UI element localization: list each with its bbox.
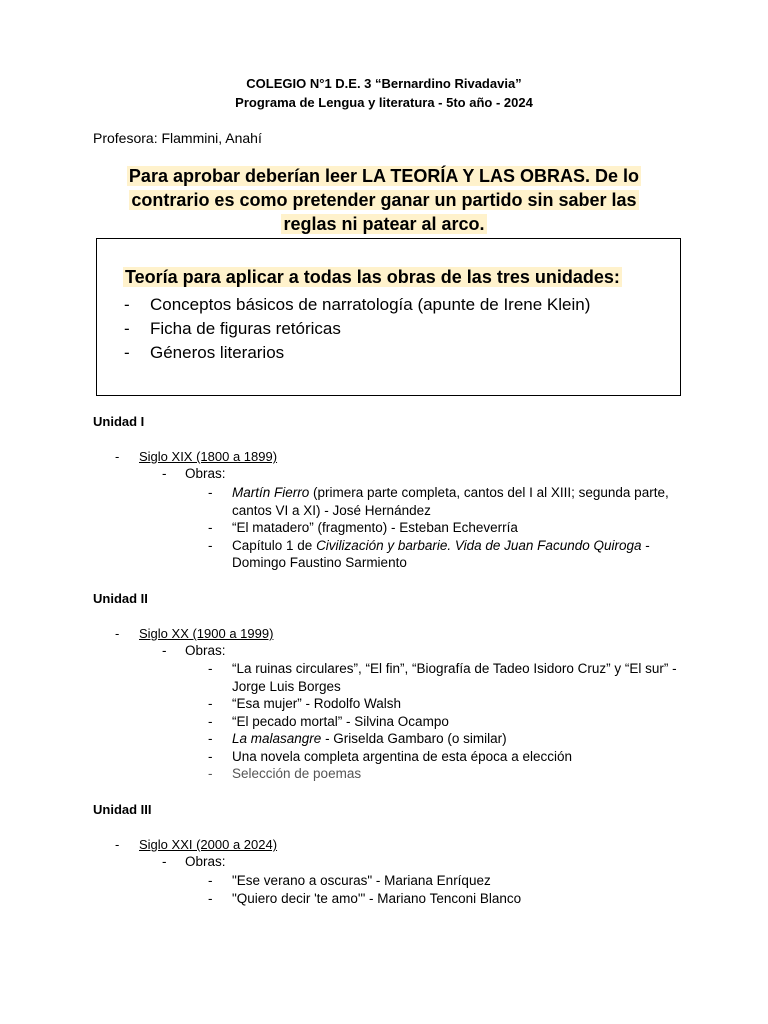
theory-title: [123, 267, 622, 288]
works-item: [162, 854, 226, 869]
work-text: “El pecado mortal” - Silvina Ocampo: [232, 713, 449, 729]
bullet-dash: -: [115, 837, 120, 852]
work-text: Selección de poemas: [232, 766, 362, 781]
period-label: Siglo XXI (2000 a 2024): [139, 837, 278, 852]
bullet-dash: -: [208, 520, 213, 535]
works-label: Obras:: [185, 854, 226, 869]
unit-title: Unidad III: [93, 802, 152, 817]
works-list: [208, 872, 678, 907]
work-title: Martín Fierro: [232, 485, 310, 500]
theory-item: [124, 341, 590, 365]
bullet-dash: -: [124, 319, 130, 338]
period-label: Siglo XIX (1800 a 1899): [139, 449, 278, 464]
work-item: [208, 660, 678, 695]
reading-notice: [100, 164, 668, 236]
work-item: [208, 695, 678, 713]
theory-item: [124, 293, 590, 317]
bullet-dash: -: [124, 343, 130, 362]
work-text: Una novela completa argentina de esta época a elección: [232, 748, 572, 764]
work-title: La malasangre: [232, 731, 322, 746]
notice-line-3: reglas ni patear al arco.: [283, 214, 485, 234]
work-title: Civilización y barbarie. Vida de Juan Facundo Quiroga: [316, 537, 642, 553]
bullet-dash: -: [162, 466, 167, 481]
bullet-dash: -: [208, 890, 213, 906]
period-label: Siglo XX (1900 a 1999): [139, 626, 274, 641]
works-item: [162, 643, 226, 658]
bullet-dash: -: [208, 873, 213, 888]
work-item: [208, 519, 678, 537]
theory-list: [124, 293, 590, 365]
work-item: [208, 537, 678, 572]
work-text: "Quiero decir 'te amo'" - Mariano Tenconi Blanco: [232, 890, 522, 906]
work-text: “Esa mujer” - Rodolfo Walsh: [232, 696, 402, 711]
work-item: [208, 872, 678, 890]
theory-item: [124, 317, 590, 341]
bullet-dash: -: [208, 661, 213, 676]
theory-title-text: Teoría para aplicar a todas las obras de las tres unidades:: [125, 267, 620, 287]
theory-box: [96, 238, 681, 396]
bullet-dash: -: [208, 713, 213, 729]
works-list: [208, 484, 678, 572]
unit-title: Unidad II: [93, 591, 148, 606]
work-text: “El matadero” (fragmento) - Esteban Echeverría: [232, 520, 518, 535]
bullet-dash: -: [124, 295, 130, 314]
work-item: [208, 484, 678, 519]
work-item: [208, 890, 678, 908]
work-detail: - Domingo Faustino Sarmiento: [232, 537, 650, 570]
theory-item-text: Ficha de figuras retóricas: [150, 319, 341, 338]
work-detail: (primera parte completa, cantos del I al XIII; segunda parte, cantos VI a XI) - José Hernández: [232, 485, 669, 518]
work-text: Capítulo 1 de: [232, 537, 317, 553]
work-item: [208, 748, 678, 766]
bullet-dash: -: [115, 626, 120, 641]
works-list: [208, 660, 678, 783]
program-title: Programa de Lengua y literatura - 5to año - 2024: [235, 95, 533, 110]
works-label: Obras:: [185, 643, 226, 658]
bullet-dash: -: [208, 731, 213, 746]
notice-line-2: contrario es como pretender ganar un partido sin saber las: [131, 190, 637, 210]
unit-title: Unidad I: [93, 414, 145, 429]
bullet-dash: -: [162, 643, 167, 658]
school-name: COLEGIO N°1 D.E. 3 “Bernardino Rivadavia”: [246, 76, 522, 91]
work-item: [208, 713, 678, 731]
teacher-name: Profesora: Flammini, Anahí: [93, 130, 262, 146]
notice-line-1: Para aprobar deberían leer LA TEORÍA Y LAS OBRAS. De lo: [128, 166, 640, 186]
theory-item-text: Géneros literarios: [150, 343, 285, 362]
work-text: "Ese verano a oscuras" - Mariana Enríquez: [232, 873, 491, 888]
works-item: [162, 466, 226, 481]
bullet-dash: -: [115, 449, 120, 464]
theory-item-text: Conceptos básicos de narratología (apunte de Irene Klein): [150, 295, 591, 314]
work-text: “La ruinas circulares”, “El fin”, “Biografía de Tadeo Isidoro Cruz” y “El sur” - Jorge Luis Borges: [232, 661, 677, 694]
bullet-dash: -: [208, 748, 213, 764]
bullet-dash: -: [208, 537, 213, 553]
bullet-dash: -: [208, 485, 213, 500]
bullet-dash: -: [208, 766, 213, 781]
works-label: Obras:: [185, 466, 226, 481]
work-item: [208, 765, 678, 783]
work-item: [208, 730, 678, 748]
bullet-dash: -: [162, 854, 167, 869]
work-detail: - Griselda Gambaro (o similar): [321, 731, 507, 746]
bullet-dash: -: [208, 696, 213, 711]
